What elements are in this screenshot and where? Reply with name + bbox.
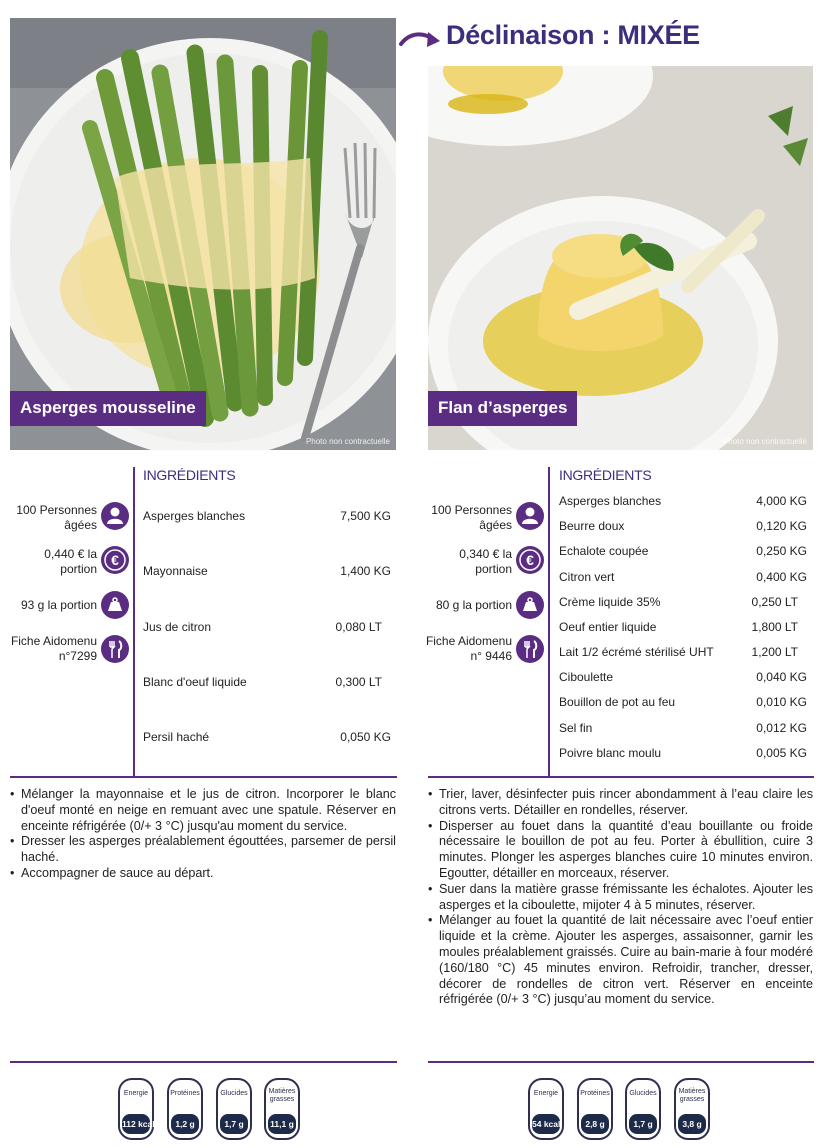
price-text: 0,340 € la portion (459, 547, 512, 576)
person-icon (101, 502, 129, 530)
ingredient-qty: 0,400 KG (756, 570, 807, 584)
nutrition-badge-protein (577, 1078, 613, 1140)
persons-text: 100 Personnes âgées (431, 503, 512, 532)
section-divider (428, 1061, 814, 1063)
nutrition-badge-fat (264, 1078, 300, 1140)
step-item: • Mélanger la mayonnaise et le jus de citron. Incorporer le blanc d'oeuf monté en neige en remuant avec une spatule. Réserver en enceinte réfrigérée (0/+ 3 °C) jusqu'au moment du service. (10, 787, 396, 834)
ingredient-name: Asperges blanches (143, 509, 246, 523)
badge-value: 2,8 g (581, 1114, 609, 1134)
badge-value: 1,7 g (220, 1114, 248, 1134)
left-info-column (0, 495, 135, 675)
photo-disclaimer: Photo non contractuelle (722, 437, 807, 446)
right-preparation-steps (428, 787, 813, 1008)
ingredient-name: Asperges blanches (559, 494, 662, 508)
ingredient-name: Crème liquide 35% (559, 595, 661, 609)
scale-icon (101, 591, 129, 619)
ingredient-name: Beurre doux (559, 519, 625, 533)
ingredient-qty: 0,005 KG (756, 746, 807, 760)
section-divider (428, 776, 814, 778)
ingredient-qty: 0,120 KG (756, 519, 807, 533)
sheet-text: Fiche Aidomenu n°7299 (10, 634, 97, 663)
asparagus-plate-illustration (10, 18, 396, 450)
step-item: • Mélanger au fouet la quantité de lait nécessaire avec l’oeuf entier liquide et la crème. Ajouter les asperges, assaisonner, garnir les moules préalablement graissés. Cuire au bain-marie à four modéré (160/180 °C) 45 minutes environ. Refroidir, trancher, dresser, décorer de rondelles de citron vert. Réserver en enceinte réfrigérée (0/+ 3 °C) jusqu’au moment du service. (428, 913, 813, 1008)
badge-label: Matières grasses (268, 1088, 296, 1103)
price-text: 0,440 € la portion (44, 547, 97, 576)
badge-label: Protéines (170, 1090, 200, 1097)
weight-text: 80 g la portion (435, 598, 512, 612)
ingredient-name: Citron vert (559, 570, 615, 584)
dish-photo-asperges-mousseline (10, 18, 396, 450)
nutrition-badge-carbs (625, 1078, 661, 1140)
euro-icon (516, 546, 544, 574)
euro-icon (101, 546, 129, 574)
nutrition-badge-fat (674, 1078, 710, 1140)
ingredient-name: Echalote coupée (559, 544, 649, 558)
right-info-column (415, 495, 550, 675)
badge-label: Glucides (629, 1090, 657, 1097)
ingredient-name: Bouillon de pot au feu (559, 695, 676, 709)
step-item: • Suer dans la matière grasse frémissante les échalotes. Ajouter les asperges et la ciboulette, mijoter 4 à 5 minutes, réserver. (428, 882, 813, 914)
badge-label: Energie (123, 1090, 149, 1097)
left-preparation-steps (10, 787, 396, 882)
ingredient-name: Poivre blanc moulu (559, 746, 662, 760)
ingredients-title: INGRÉDIENTS (143, 467, 236, 483)
person-icon (516, 502, 544, 530)
section-divider (10, 1061, 397, 1063)
cutlery-icon (101, 635, 129, 663)
ingredient-name: Sel fin (559, 721, 593, 735)
ingredient-qty: 0,250 KG (756, 544, 807, 558)
weight-text: 93 g la portion (20, 598, 97, 612)
dish-label: Flan d’asperges (428, 391, 577, 426)
section-divider (10, 776, 397, 778)
badge-label: Matières grasses (678, 1088, 706, 1103)
ingredient-qty: 1,200 LT (751, 645, 798, 659)
curved-arrow-icon (398, 26, 444, 52)
ingredients-divider (133, 467, 135, 777)
ingredients-title: INGRÉDIENTS (559, 467, 652, 483)
ingredient-qty: 0,050 KG (340, 730, 391, 744)
ingredient-name: Mayonnaise (143, 564, 208, 578)
badge-value: 112 kcal (122, 1114, 150, 1134)
badge-value: 1,7 g (629, 1114, 657, 1134)
dish-label: Asperges mousseline (10, 391, 206, 426)
nutrition-badge-protein (167, 1078, 203, 1140)
nutrition-badge-energy (118, 1078, 154, 1140)
badge-label: Glucides (220, 1090, 248, 1097)
ingredient-qty: 0,080 LT (335, 620, 382, 634)
ingredient-qty: 0,300 LT (335, 675, 382, 689)
step-item: • Trier, laver, désinfecter puis rincer abondamment à l’eau claire les citrons verts. Détailler en rondelles, réserver. (428, 787, 813, 819)
ingredient-qty: 1,800 LT (751, 620, 798, 634)
badge-value: 3,8 g (678, 1114, 706, 1134)
ingredient-qty: 0,040 KG (756, 670, 807, 684)
ingredient-qty: 7,500 KG (340, 509, 391, 523)
ingredient-name: Persil haché (143, 730, 210, 744)
persons-text: 100 Personnes âgées (16, 503, 97, 532)
ingredient-name: Oeuf entier liquide (559, 620, 657, 634)
ingredient-qty: 0,250 LT (751, 595, 798, 609)
badge-label: Energie (533, 1090, 559, 1097)
ingredient-name: Ciboulette (559, 670, 614, 684)
badge-label: Protéines (580, 1090, 610, 1097)
nutrition-badge-carbs (216, 1078, 252, 1140)
ingredient-qty: 0,010 KG (756, 695, 807, 709)
ingredients-divider (548, 467, 550, 777)
svg-text:€: € (526, 552, 534, 568)
scale-icon (516, 591, 544, 619)
ingredient-qty: 1,400 KG (340, 564, 391, 578)
sheet-text: Fiche Aidomenu n° 9446 (425, 634, 512, 663)
badge-value: 1,2 g (171, 1114, 199, 1134)
step-item: • Accompagner de sauce au départ. (10, 866, 396, 882)
badge-value: 54 kcal (532, 1114, 560, 1134)
step-item: • Disperser au fouet dans la quantité d’eau bouillante ou froide nécessaire le bouillon de pot au feu. Porter à ébullition, cuire 3 minutes. Plonger les asperges blanches cuire 10 minutes environ. Egoutter, détailler en morceaux, réserver. (428, 819, 813, 882)
photo-disclaimer: Photo non contractuelle (305, 437, 390, 446)
ingredient-qty: 0,012 KG (756, 721, 807, 735)
ingredient-name: Lait 1/2 écrémé stérilisé UHT (559, 645, 714, 659)
step-item: • Dresser les asperges préalablement égouttées, parsemer de persil haché. (10, 834, 396, 866)
variant-title: Déclinaison : MIXÉE (446, 20, 700, 50)
ingredient-name: Blanc d'oeuf liquide (143, 675, 247, 689)
svg-text:€: € (111, 552, 119, 568)
dish-photo-flan-asperges (428, 66, 813, 450)
nutrition-badge-energy (528, 1078, 564, 1140)
ingredient-name: Jus de citron (143, 620, 212, 634)
ingredient-qty: 4,000 KG (756, 494, 807, 508)
badge-value: 11,1 g (268, 1114, 296, 1134)
cutlery-icon (516, 635, 544, 663)
